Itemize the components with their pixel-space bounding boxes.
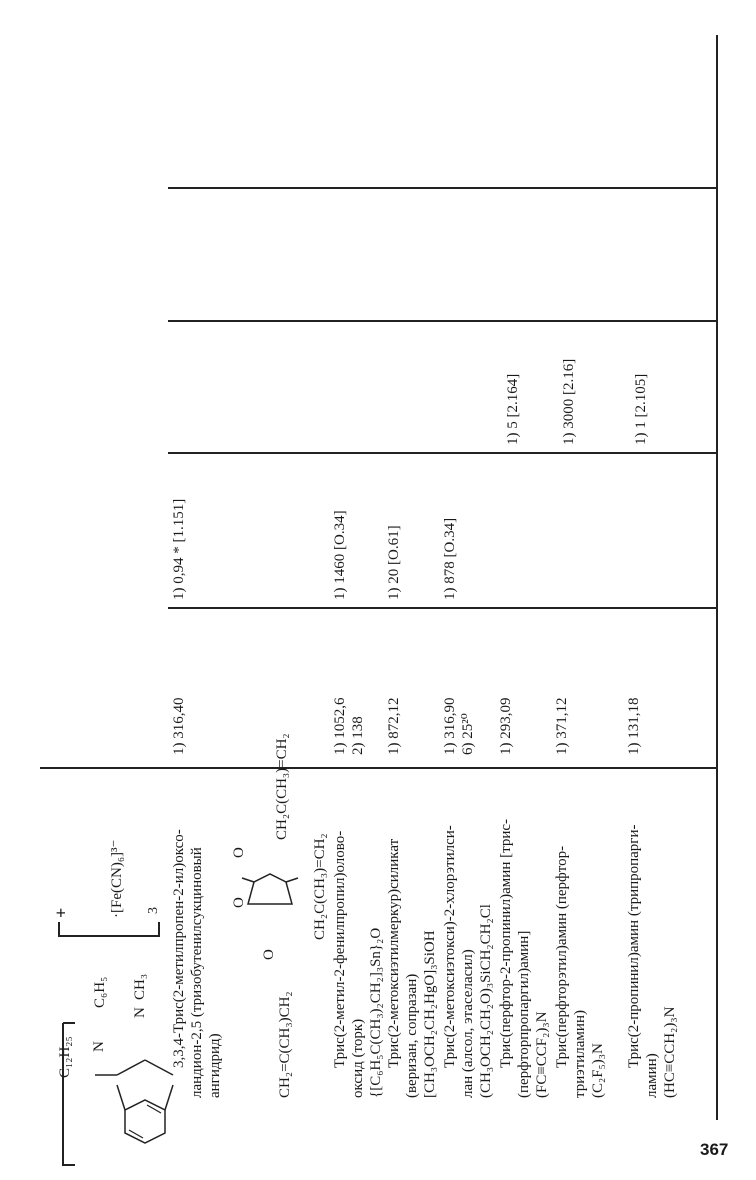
entry3-name-line1: Трис(2-метоксиэтилмеркур)силикат (386, 838, 402, 1068)
formula2-o-right: O (231, 847, 247, 858)
entry4-name-line3: (CH₃OCH₂CH₂O)₃SiCH₂CH₂Cl (478, 904, 494, 1098)
entry5-extra: 1) 5 [2.164] (505, 373, 521, 445)
entry1-value: 1) 0,94 * [1.151] (171, 498, 187, 600)
entry5-name-line3: (FC≡CCF₂)₃N (534, 1011, 550, 1098)
entry7-extra: 1) 1 [2.105] (633, 373, 649, 445)
page-number: 367 (700, 1140, 729, 1159)
col-divider-5 (168, 187, 716, 189)
entry5-name-line1: Трис(перфтор-2-пропинил)амин [трис- (498, 818, 514, 1068)
entry6-name-line1: Трис(перфторэтил)амин (перфтор- (554, 845, 570, 1068)
entry4-mass: 1) 316,90 (442, 697, 458, 755)
col-divider-4 (168, 320, 716, 322)
formula1-c12h25: C₁₂H₂₅ (57, 1036, 73, 1078)
entry2-mass-2: 2) 138 (350, 716, 366, 755)
entry4-value: 1) 878 [O.34] (442, 517, 458, 600)
formula1-fe-suffix: ·[Fe(CN)₆]³⁻ (109, 839, 125, 918)
entry3-name-line2: (веризан, сопразан) (404, 973, 420, 1098)
entry6-extra: 1) 3000 [2.16] (561, 358, 577, 445)
formula1-charge: + (51, 907, 71, 918)
formula1-right-bracket (55, 920, 165, 940)
entry2-name-line3: {[C₆H₅C(CH₃)₂CH₂]₃Sn}₂O (368, 927, 384, 1098)
entry3-value: 1) 20 [O.61] (386, 525, 402, 600)
entry2-name-line1: Трис(2-метил-2-фенилпропил)олово- (332, 830, 348, 1068)
entry3-mass: 1) 872,12 (386, 697, 402, 755)
formula1-n-bottom: N (132, 1007, 148, 1018)
entry2-name-line2: оксид (торк) (350, 1018, 366, 1098)
entry2-value: 1) 1460 [O.34] (332, 510, 348, 600)
entry1-mass: 1) 316,40 (171, 697, 187, 755)
entry7-name-line3: (HC≡CCH₂)₃N (662, 1006, 678, 1098)
entry1-name-line3: ангидрид) (207, 1033, 223, 1098)
entry7-name-line2: ламин) (644, 1053, 660, 1098)
entry4-name-line1: Трис(2-метоксиэтокси)-2-хлорэтилси- (442, 825, 458, 1068)
col-divider-1 (40, 767, 716, 769)
formula2-right-chain: CH₂C(CH₃)=CH₂ (274, 733, 290, 840)
formula1-c6h5: C₆H₅ (92, 976, 108, 1008)
entry2-mass: 1) 1052,6 (332, 697, 348, 755)
entry6-name-line3: (C₂F₅)₃N (590, 1043, 606, 1098)
anhydride-ring-drawing (230, 860, 310, 920)
entry1-name-line1: 3,3,4-Трис(2-метилпропен-2-ил)оксо- (171, 829, 187, 1068)
entry4-mass-2: 6) 25²⁰ (460, 713, 476, 755)
formula2-o-left: O (261, 949, 277, 960)
entry7-name-line1: Трис(2-пропинил)амин (трипропарги- (626, 824, 642, 1068)
formula2-o-ring: O (231, 897, 247, 908)
entry7-mass: 1) 131,18 (626, 697, 642, 755)
formula2-left-chain: CH₂=C(CH₃)CH₂ (277, 991, 293, 1098)
entry3-name-line3: [CH₃OCH₂CH₂HgO]₃SiOH (422, 930, 438, 1098)
formula1-ch3: CH₃ (132, 973, 148, 1000)
benzimidazole-ring-drawing (55, 1015, 175, 1175)
entry5-name-line2: (перфторпропаргил)амин] (516, 930, 532, 1098)
col-divider-3 (168, 452, 716, 454)
entry4-name-line2: лан (алсол, этаселасил) (460, 949, 476, 1098)
entry5-mass: 1) 293,09 (498, 697, 514, 755)
formula2-bottom-chain: CH₂C(CH₃)=CH₂ (312, 833, 328, 940)
entry6-mass: 1) 371,12 (554, 697, 570, 755)
entry6-name-line2: триэтиламин) (572, 1010, 588, 1098)
table-rule-right (716, 35, 718, 1120)
col-divider-2 (168, 607, 716, 609)
formula1-n-top: N (91, 1041, 107, 1052)
entry1-name-line2: ландион-2,5 (тризобутенилсукциновый (189, 847, 205, 1098)
formula1-subscript-3: 3 (146, 907, 161, 914)
